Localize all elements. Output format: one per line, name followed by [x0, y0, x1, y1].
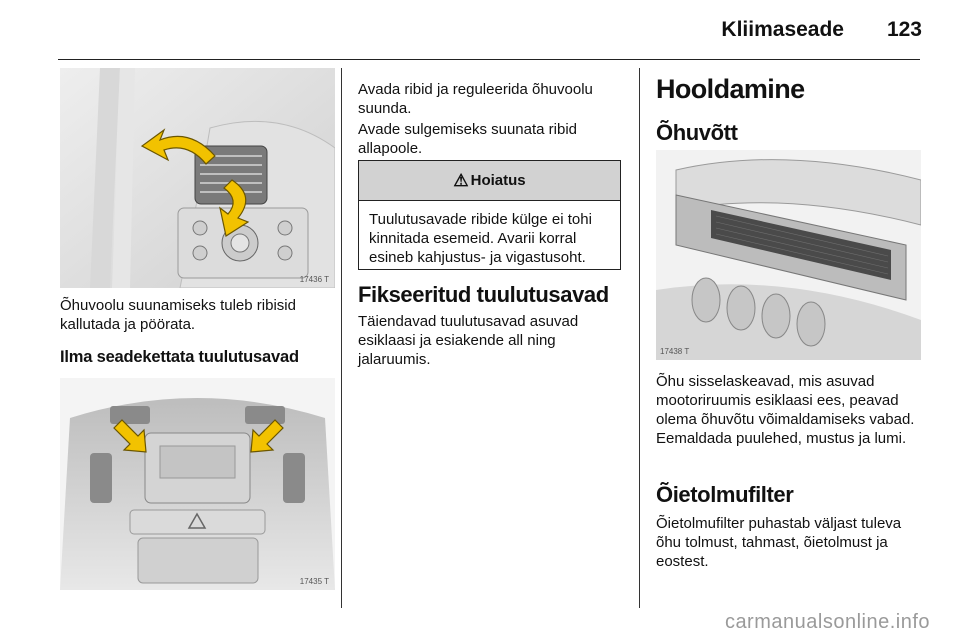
paragraph: Täiendavad tuulutusavad asuvad esiklaasi ja esiakende all ning jalaruumis.: [358, 313, 579, 368]
figure-code: 17435 T: [299, 577, 329, 586]
warning-box: [358, 160, 621, 270]
warning-title: Hoiatus: [470, 172, 526, 189]
figure-dashboard-vents: [60, 378, 335, 590]
figure-code: 17438 T: [660, 347, 690, 356]
chapter-heading: Hooldamine: [656, 74, 805, 104]
paragraph: Avada ribid ja reguleerida õhuvoolu suunda.: [358, 81, 593, 117]
paragraph: Õhu sisselaskeavad, mis asuvad mootoriruumis esiklaasi ees, peavad olema õhuvõtu võimaldamiseks vabad. Eemaldada puulehed, mustus ja lumi.: [656, 373, 915, 447]
subheading: Ilma seadekettata tuulutusavad: [60, 348, 299, 366]
section-heading: Õietolmufilter: [656, 482, 794, 507]
section-heading: Fikseeritud tuulutusavad: [358, 282, 609, 307]
column-divider-1: [341, 68, 342, 608]
warning-header: [359, 161, 620, 201]
paragraph: Õhuvoolu suunamiseks tuleb ribisid kallutada ja pöörata.: [60, 297, 296, 333]
watermark: carmanualsonline.info: [724, 611, 930, 633]
warning-text: Tuulutusavade ribide külge ei tohi kinnitada esemeid. Avarii korral esineb kahjustus- ja vigastusoht.: [369, 211, 592, 266]
paragraph: Õietolmufilter puhastab väljast tuleva õhu tolmust, tahmast, õietolmust ja eostest.: [656, 515, 902, 570]
page-header-title: Kliimaseade: [721, 18, 844, 41]
figure-air-intake: [656, 150, 921, 360]
figure-code: 17436 T: [299, 275, 329, 284]
section-heading: Õhuvõtt: [656, 120, 738, 145]
header-divider: [58, 59, 920, 60]
page-number: 123: [886, 18, 922, 41]
figure-vent-adjustment: [60, 68, 335, 288]
column-divider-2: [639, 68, 640, 608]
warning-triangle-icon: ⚠: [453, 170, 469, 190]
paragraph: Avade sulgemiseks suunata ribid allapoole.: [358, 121, 578, 157]
